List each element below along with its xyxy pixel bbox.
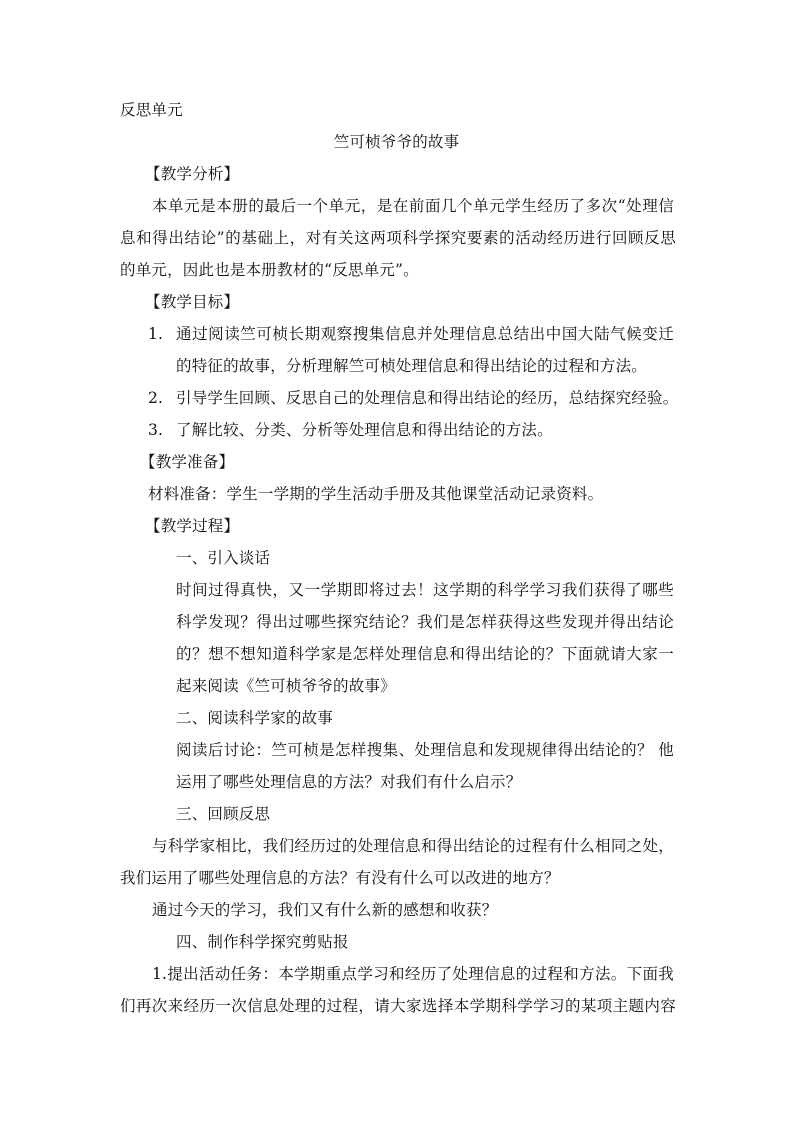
section-line: 的？想不想知道科学家是怎样处理信息和得出结论的？下面就请大家一 (176, 645, 674, 663)
section-line: 阅读后讨论：竺可桢是怎样搜集、处理信息和发现规律得出结论的？ 他 (176, 741, 674, 759)
section-line: 运用了哪些处理信息的方法？对我们有什么启示？ (176, 773, 522, 791)
section-title: 二、阅读科学家的故事 (176, 709, 334, 727)
section-title: 三、回顾反思 (176, 805, 271, 823)
objective-text: 引导学生回顾、反思自己的处理信息和得出结论的经历，总结探究经验。 (176, 389, 679, 407)
section-line: 我们运用了哪些处理信息的方法？有没有什么可以改进的地方？ (120, 869, 560, 887)
objective-number: 1. (148, 325, 164, 343)
section-line: 时间过得真快，又一学期即将过去！这学期的科学学习我们获得了哪些 (176, 581, 674, 599)
section-title: 一、引入谈话 (176, 549, 271, 567)
analysis-line: 息和得出结论”的基础上，对有关这两项科学探究要素的活动经历进行回顾反思 (120, 229, 676, 247)
section-line: 通过今天的学习，我们又有什么新的感想和收获？ (152, 901, 498, 919)
objective-number: 2. (148, 389, 164, 407)
section-line: 科学发现？得出过哪些探究结论？我们是怎样获得这些发现并得出结论 (176, 613, 674, 631)
section-line: 1.提出活动任务：本学期重点学习和经历了处理信息的过程和方法。下面我 (152, 965, 674, 983)
preparation-heading: 【教学准备】 (140, 453, 235, 471)
section-line: 起来阅读《竺可桢爷爷的故事》 (176, 677, 396, 695)
objective-text: 了解比较、分类、分析等处理信息和得出结论的方法。 (176, 421, 553, 439)
analysis-heading: 【教学分析】 (145, 165, 240, 183)
process-heading: 【教学过程】 (145, 517, 240, 535)
objective-text: 的特征的故事，分析理解竺可桢处理信息和得出结论的过程和方法。 (176, 357, 648, 375)
lesson-title: 竺可桢爷爷的故事 (333, 133, 460, 151)
section-line: 们再次来经历一次信息处理的过程，请大家选择本学期科学学习的某项主题内容 (120, 997, 676, 1015)
section-title: 四、制作科学探究剪贴报 (176, 933, 349, 951)
objective-text: 通过阅读竺可桢长期观察搜集信息并处理信息总结出中国大陆气候变迁 (176, 325, 674, 343)
analysis-line: 本单元是本册的最后一个单元，是在前面几个单元学生经历了多次“处理信 (152, 197, 674, 215)
objectives-heading: 【教学目标】 (145, 293, 240, 311)
objective-number: 3. (148, 421, 164, 439)
analysis-line: 的单元，因此也是本册教材的“反思单元”。 (120, 261, 419, 279)
preparation-text: 材料准备：学生一学期的学生活动手册及其他课堂活动记录资料。 (148, 485, 604, 503)
unit-title: 反思单元 (120, 101, 183, 119)
section-line: 与科学家相比，我们经历过的处理信息和得出结论的过程有什么相同之处， (152, 837, 674, 855)
